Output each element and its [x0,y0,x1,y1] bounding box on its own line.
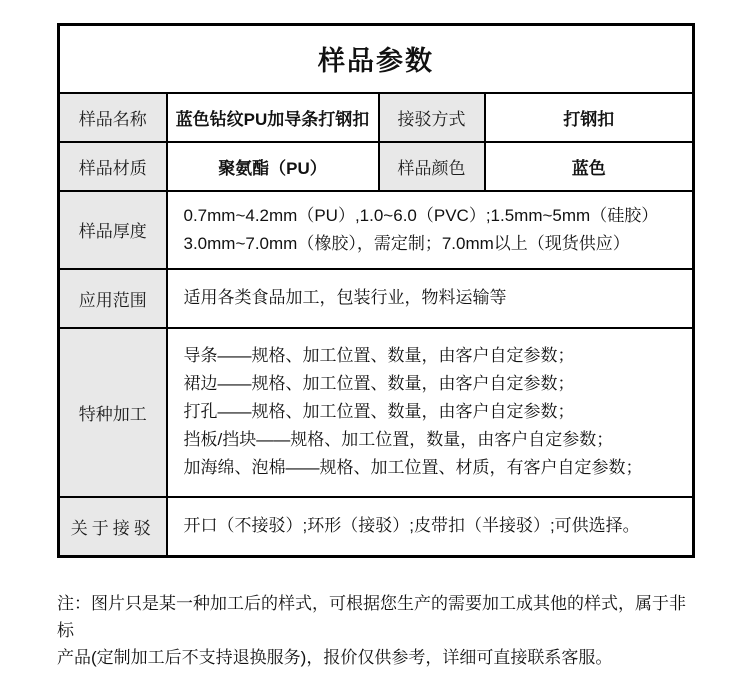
special-line-skirt: 裙边——规格、加工位置、数量，由客户自定参数； [183,374,575,393]
value-sample-thickness [167,191,694,269]
label-application-scope: 应用范围 [59,269,167,328]
row-sample-thickness [59,191,694,269]
label-about-joint: 关于接驳 [59,497,167,557]
special-line-sponge-foam: 加海绵、泡棉——规格、加工位置、材质，有客户自定参数； [183,458,643,477]
row-about-joint [59,497,694,557]
special-line-punching: 打孔——规格、加工位置、数量，由客户自定参数； [183,402,575,421]
label-special-processing: 特种加工 [59,328,167,497]
row-application-scope [59,269,694,328]
row-special-processing [59,328,694,497]
special-line-baffle: 挡板/挡块——规格、加工位置，数量，由客户自定参数； [183,430,614,449]
special-line-guide-strip: 导条——规格、加工位置、数量，由客户自定参数； [183,346,575,365]
row-sample-material [59,142,694,191]
table-title: 样品参数 [59,25,694,93]
thickness-line-1: 0.7mm~4.2mm（PU）,1.0~6.0（PVC）;1.5mm~5mm（硅胶） [183,205,659,225]
footer-note-line-2: 产品(定制加工后不支持退换服务)，报价仅供参考，详细可直接联系客服。 [57,648,613,667]
sample-parameters-table [57,23,695,558]
label-sample-color: 样品颜色 [379,142,485,191]
value-sample-color: 蓝色 [485,142,694,191]
value-special-processing [167,328,694,497]
value-joint-method: 打钢扣 [485,93,694,142]
title-row [59,25,694,93]
value-sample-name: 蓝色钻纹PU加导条打钢扣 [167,93,379,142]
thickness-line-2: 3.0mm~7.0mm（橡胶），需定制；7.0mm以上（现货供应） [183,233,630,253]
footer-note-line-1: 注：图片只是某一种加工后的样式，可根据您生产的需要加工成其他的样式，属于非标 [57,594,686,640]
footer-note [57,590,702,671]
label-sample-name: 样品名称 [59,93,167,142]
row-sample-name [59,93,694,142]
label-joint-method: 接驳方式 [379,93,485,142]
label-sample-material: 样品材质 [59,142,167,191]
value-about-joint: 开口（不接驳）;环形（接驳）;皮带扣（半接驳）;可供选择。 [167,497,694,557]
value-sample-material: 聚氨酯（PU） [167,142,379,191]
value-application-scope: 适用各类食品加工，包装行业，物料运输等 [167,269,694,328]
label-sample-thickness: 样品厚度 [59,191,167,269]
